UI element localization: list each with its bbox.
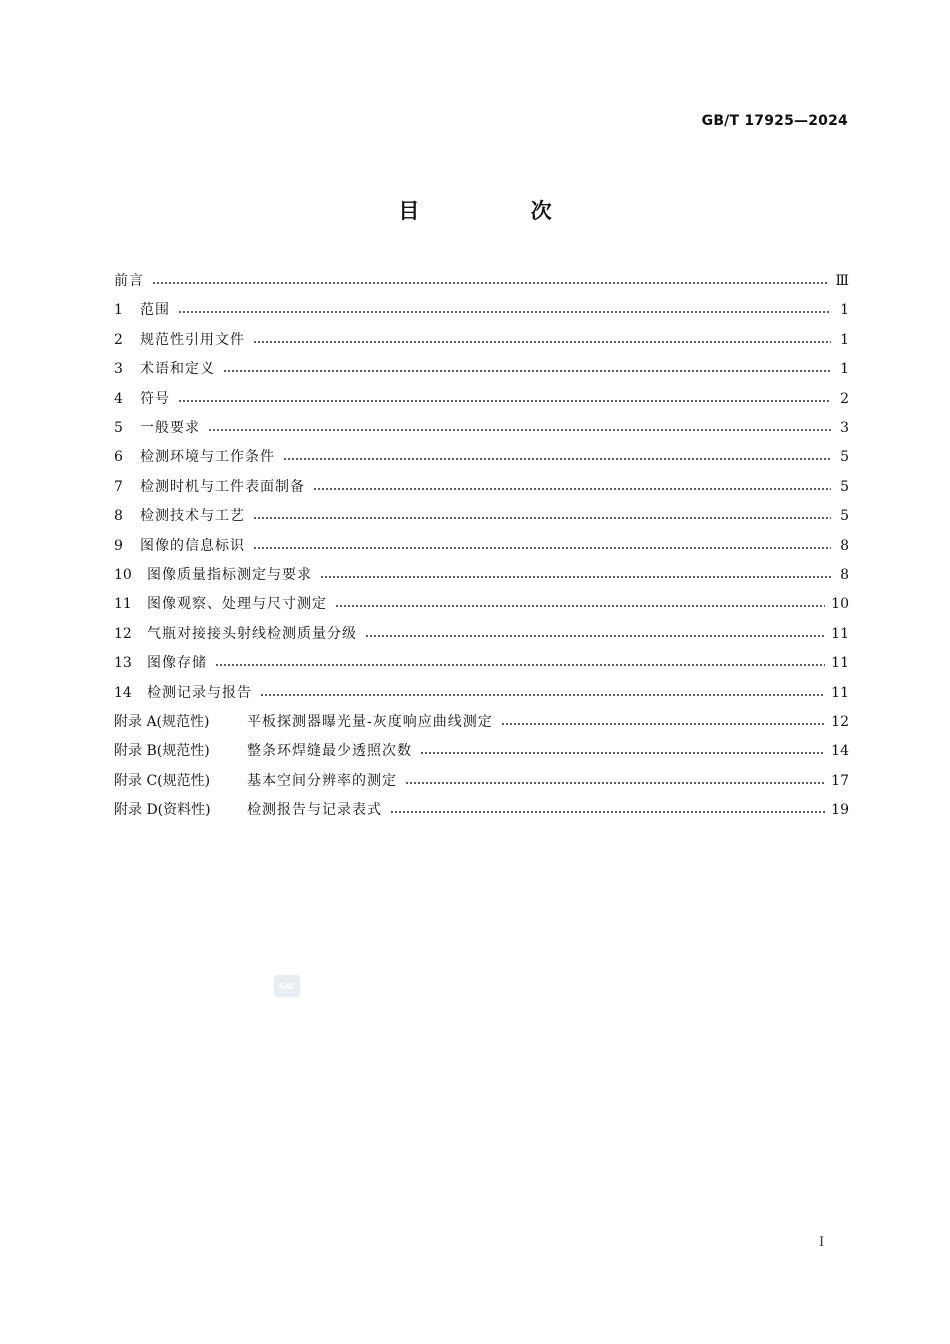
toc-entry-title: 检测环境与工作条件 [140,449,275,466]
toc-entry-annex[interactable] [114,711,849,733]
toc-entry-title: 一般要求 [140,420,200,436]
toc-entry-title: 检测时机与工件表面制备 [140,478,305,495]
toc-entry-title: 检测技术与工艺 [140,508,245,525]
toc-entry-page: 2 [840,390,849,407]
toc-entry-number: 9 [114,537,123,554]
toc-entry[interactable] [114,358,849,380]
toc-entry-page: 8 [840,537,849,554]
toc-entry[interactable] [114,417,849,439]
toc-entry[interactable] [114,388,849,410]
toc-entry-number: 附录 C(规范性) [114,772,211,789]
toc-entry-title: 前言 [114,273,144,289]
toc-entry-title: 图像质量指标测定与要求 [147,567,312,583]
toc-entry[interactable] [114,564,849,586]
toc-entry-page: 11 [831,625,849,642]
dot-leader [208,429,831,431]
sac-logo [274,975,300,997]
dot-leader [260,694,825,696]
toc-entry-title: 规范性引用文件 [140,331,245,348]
toc-entry-number: 2 [114,331,123,348]
dot-leader [501,723,825,725]
toc-entry-page: Ⅲ [835,273,849,289]
toc-entry-title: 检测报告与记录表式 [247,802,382,819]
dot-leader [405,782,825,784]
toc-entry-page: 11 [831,684,849,701]
sac-logo-text: SAC [278,981,296,991]
toc-entry[interactable] [114,446,849,468]
toc-entry-page: 5 [840,449,849,466]
dot-leader [178,400,831,402]
dot-leader [320,576,831,578]
page-title: 目 次 [398,199,604,223]
toc-entry-page: 1 [840,361,849,378]
dot-leader [420,752,825,754]
toc-entry[interactable] [114,535,849,557]
toc-entry[interactable] [114,593,849,615]
toc-entry[interactable] [114,652,849,674]
toc-entry-number: 6 [114,449,123,466]
toc-entry-number: 5 [114,420,123,436]
toc-entry-title: 符号 [140,390,170,407]
toc-entry-title: 术语和定义 [140,361,215,378]
toc-entry-title: 范围 [140,302,170,319]
dot-leader [365,635,825,637]
toc-entry-title: 检测记录与报告 [147,684,252,701]
toc-entry-number: 4 [114,390,123,407]
toc-entry-number: 12 [114,625,132,642]
toc-entry-page: 12 [831,714,849,730]
toc-entry-title: 气瓶对接接头射线检测质量分级 [147,625,357,642]
toc-entry-page: 11 [831,655,849,672]
toc-entry-number: 13 [114,655,132,672]
toc-entry[interactable] [114,476,849,498]
toc-entry-page: 5 [840,508,849,525]
dot-leader [178,311,831,313]
toc-entry-number: 7 [114,478,123,495]
toc-entry-number: 3 [114,361,123,378]
toc-entry-page: 14 [831,743,849,760]
dot-leader [223,370,831,372]
toc-entry-title: 图像观察、处理与尺寸测定 [147,596,327,613]
dot-leader [390,811,825,813]
toc-entry-annex[interactable] [114,740,849,762]
dot-leader [253,341,831,343]
dot-leader [335,605,825,607]
page-number: I [819,1235,825,1250]
dot-leader [313,488,831,490]
toc-entry-page: 1 [840,331,849,348]
toc-entry-title: 基本空间分辨率的测定 [247,772,397,789]
toc-entry-number: 11 [114,596,132,613]
toc-entry-page: 10 [831,596,849,613]
toc-entry-page: 1 [840,302,849,319]
toc-entry-number: 1 [114,302,123,319]
toc-entry-page: 19 [831,802,849,819]
toc-entry-annex[interactable] [114,770,849,792]
toc-entry-number: 附录 D(资料性) [114,802,211,819]
toc-entry-number: 附录 A(规范性) [114,714,210,730]
dot-leader [253,547,831,549]
toc-entry[interactable] [114,505,849,527]
toc-entry-title: 整条环焊缝最少透照次数 [247,743,412,760]
toc-entry[interactable] [114,299,849,321]
toc-entry-page: 3 [840,420,849,436]
toc-entry-annex[interactable] [114,799,849,821]
toc-entry-number: 附录 B(规范性) [114,743,210,760]
toc-entry[interactable] [114,329,849,351]
toc-entry-number: 10 [114,567,132,583]
toc-entry-page: 17 [831,772,849,789]
toc-entry-page: 5 [840,478,849,495]
dot-leader [253,517,831,519]
toc-entry[interactable] [114,682,849,704]
toc-entry-number: 14 [114,684,132,701]
dot-leader [152,282,829,284]
toc-entry[interactable] [114,623,849,645]
dot-leader [283,458,831,460]
toc-entry-title: 图像的信息标识 [140,537,245,554]
toc-entry-preface[interactable] [114,270,849,292]
toc-entry-title: 图像存储 [147,655,207,672]
dot-leader [215,664,825,666]
toc-entry-number: 8 [114,508,123,525]
standard-code: GB/T 17925—2024 [701,113,848,129]
toc-entry-title: 平板探测器曝光量-灰度响应曲线测定 [247,714,493,730]
toc-entry-page: 8 [840,567,849,583]
